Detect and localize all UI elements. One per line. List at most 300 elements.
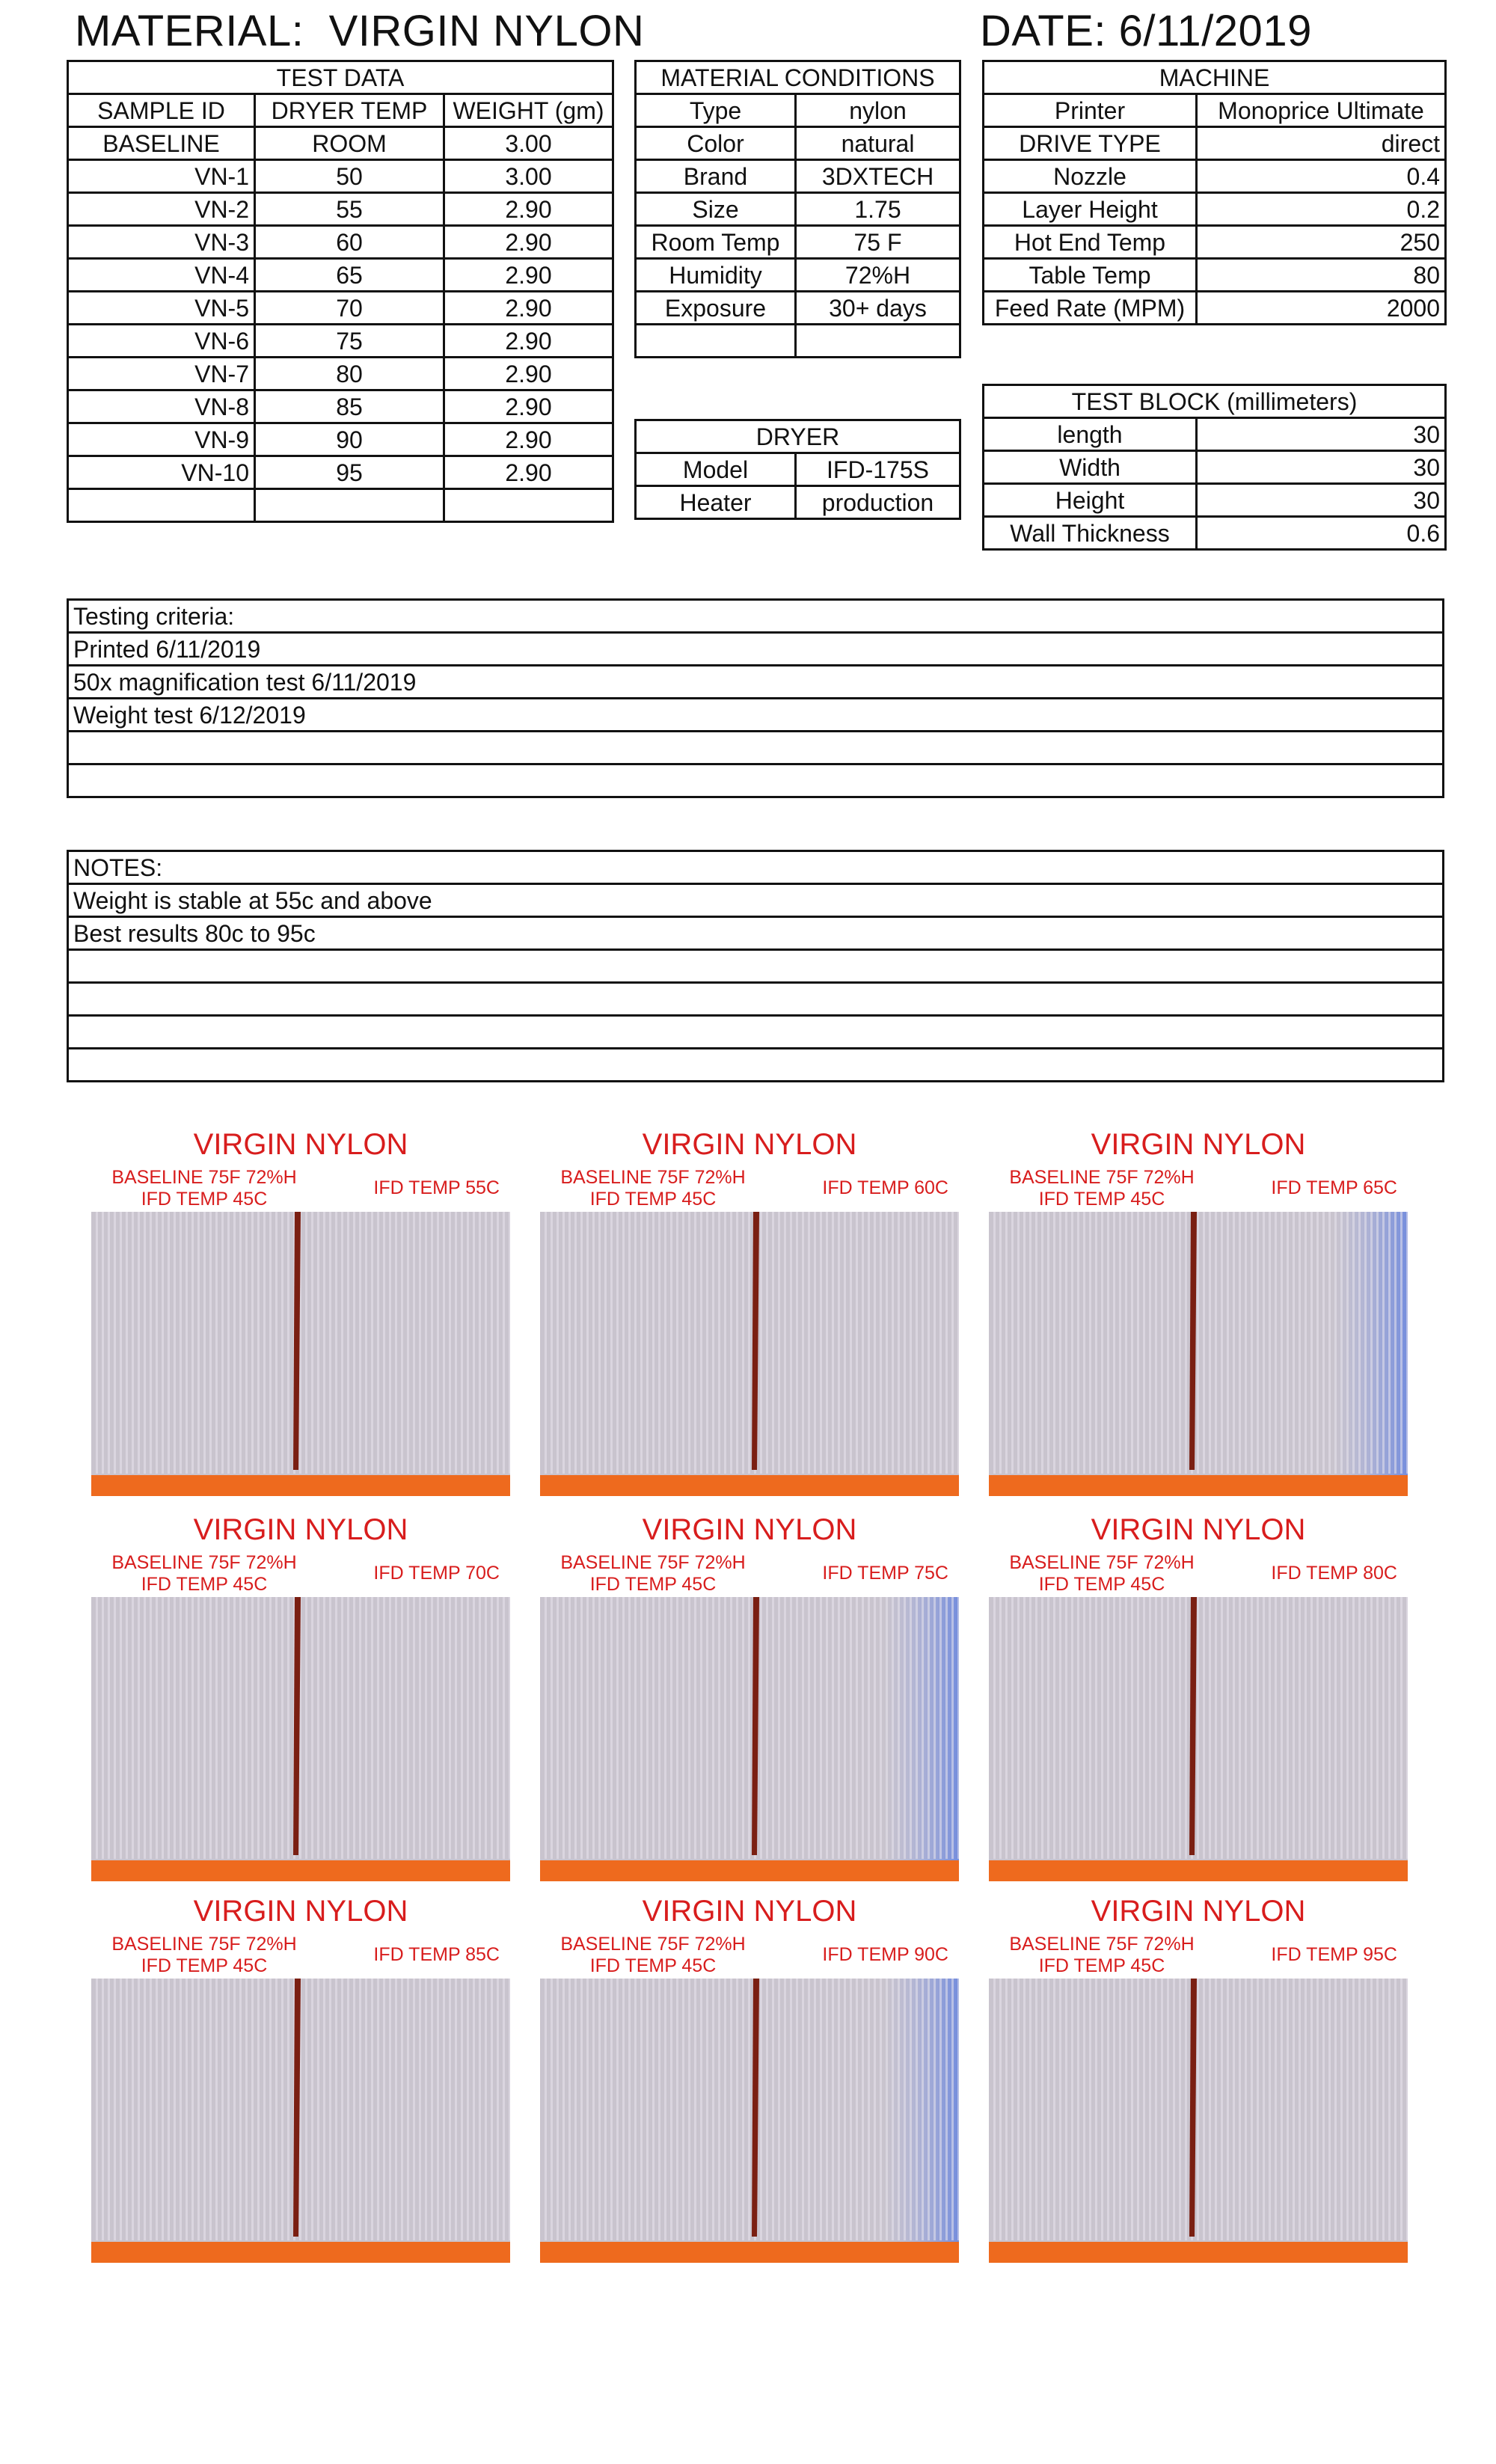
layer-line [664, 1979, 666, 2240]
layer-line [670, 1597, 672, 1859]
layer-line [892, 1979, 894, 2240]
layer-line [491, 1979, 493, 2240]
print-bed [989, 2242, 1408, 2263]
layer-line [945, 1597, 948, 1859]
layer-line [610, 1979, 613, 2240]
layer-line [939, 1597, 942, 1859]
layer-line [239, 1212, 242, 1474]
layer-line [383, 1597, 385, 1859]
layer-line [353, 1979, 355, 2240]
layer-line [1388, 1597, 1391, 1859]
layer-line [497, 1212, 499, 1474]
label-cell: Nozzle [984, 160, 1197, 193]
layer-line [1161, 1597, 1163, 1859]
layer-line [1089, 1212, 1091, 1474]
table-row [636, 259, 960, 292]
criteria-line [68, 732, 1444, 764]
weight-cell: 2.90 [444, 390, 613, 423]
layer-line [634, 1597, 637, 1859]
material-conditions-title: MATERIAL CONDITIONS [636, 61, 960, 94]
layer-line [114, 1597, 116, 1859]
layer-line [365, 1979, 367, 2240]
layer-line [335, 1597, 337, 1859]
layer-line [473, 1212, 475, 1474]
layer-line [1137, 1212, 1139, 1474]
layer-line [1209, 1979, 1211, 2240]
sample-id-cell: VN-4 [68, 259, 255, 292]
layer-line [443, 1979, 445, 2240]
layer-line [694, 1597, 696, 1859]
layer-line [1101, 1597, 1103, 1859]
layer-line [634, 1212, 637, 1474]
photo-temp-label: IFD TEMP 60C [822, 1177, 948, 1198]
layer-line [820, 1597, 822, 1859]
criteria-line: Printed 6/11/2019 [68, 633, 1444, 666]
layer-line [150, 1979, 152, 2240]
layer-line [132, 1597, 134, 1859]
layer-line [802, 1597, 804, 1859]
photo-panel [91, 1122, 510, 1496]
sample-id-cell [68, 489, 255, 522]
layer-line [730, 1212, 732, 1474]
layer-line [1245, 1212, 1247, 1474]
test-data-table [67, 60, 614, 523]
table-row [636, 325, 960, 358]
layer-line [784, 1597, 786, 1859]
table-row [68, 851, 1444, 884]
layer-line [287, 1979, 289, 2240]
print-bed [91, 1475, 510, 1496]
layer-line [682, 1212, 684, 1474]
layer-line [916, 1979, 918, 2240]
layer-line [1083, 1979, 1085, 2240]
label-cell: Model [636, 453, 796, 486]
layer-line [443, 1597, 445, 1859]
photo-baseline-line: BASELINE 75F 72%H [560, 1167, 746, 1188]
layer-line [1293, 1979, 1295, 2240]
layer-line [1382, 1212, 1385, 1474]
layer-line [120, 1212, 122, 1474]
table-row [984, 94, 1446, 127]
value-cell: 0.4 [1197, 160, 1446, 193]
layer-line [1316, 1212, 1319, 1474]
layer-line [862, 1212, 864, 1474]
layer-line [251, 1597, 254, 1859]
layer-line [796, 1597, 798, 1859]
photo-baseline-line: BASELINE 75F 72%H [560, 1934, 746, 1955]
layer-line [126, 1597, 128, 1859]
layer-line [473, 1979, 475, 2240]
value-cell: nylon [796, 94, 960, 127]
photo-baseline-label [96, 1167, 313, 1210]
weight-cell: 3.00 [444, 160, 613, 193]
weight-cell: 2.90 [444, 259, 613, 292]
table-row [636, 94, 960, 127]
layer-line [910, 1597, 912, 1859]
layer-line [263, 1597, 266, 1859]
layer-line [993, 1979, 996, 2240]
layer-line [1077, 1212, 1079, 1474]
layer-line [628, 1597, 631, 1859]
layer-line [389, 1212, 391, 1474]
layer-line [383, 1212, 385, 1474]
print-bed [540, 1860, 959, 1881]
note-line: NOTES: [68, 851, 1444, 884]
print-photo [989, 1597, 1408, 1881]
layer-line [437, 1212, 439, 1474]
layer-line [1310, 1212, 1313, 1474]
layer-line [904, 1212, 906, 1474]
layer-line [1143, 1597, 1145, 1859]
layer-line [592, 1212, 595, 1474]
layer-line [1119, 1212, 1121, 1474]
layer-line [808, 1212, 810, 1474]
layer-line [1376, 1212, 1379, 1474]
layer-line [1113, 1212, 1115, 1474]
layer-line [1011, 1979, 1014, 2240]
layer-line [180, 1979, 182, 2240]
photo-title: VIRGIN NYLON [1091, 1128, 1306, 1161]
layer-line [162, 1979, 164, 2240]
value-cell: 3DXTECH [796, 160, 960, 193]
dryer-temp-cell: 70 [255, 292, 444, 325]
dryer-temp-cell: 90 [255, 423, 444, 456]
layer-line [1299, 1212, 1301, 1474]
photo-baseline-temp: IFD TEMP 45C [141, 1189, 268, 1210]
layer-line [568, 1212, 571, 1474]
layer-line [467, 1979, 469, 2240]
layer-line [592, 1979, 595, 2240]
layer-line [269, 1597, 272, 1859]
layer-line [1251, 1212, 1253, 1474]
layer-line [389, 1979, 391, 2240]
layer-line [640, 1979, 643, 2240]
photo-baseline-label [993, 1552, 1210, 1596]
layer-line [1310, 1597, 1313, 1859]
layer-line [1053, 1597, 1055, 1859]
photo-panel [91, 1507, 510, 1881]
layer-line [497, 1979, 499, 2240]
layer-line [580, 1212, 583, 1474]
layer-line [347, 1212, 349, 1474]
layer-line [1161, 1979, 1163, 2240]
layer-line [1101, 1979, 1103, 2240]
layer-line [1149, 1212, 1151, 1474]
layer-line [951, 1979, 954, 2240]
label-cell: Color [636, 127, 796, 160]
layer-line [1107, 1979, 1109, 2240]
layer-line [682, 1597, 684, 1859]
label-cell: Hot End Temp [984, 226, 1197, 259]
layer-line [168, 1212, 170, 1474]
layer-line [132, 1979, 134, 2240]
table-row [984, 484, 1446, 517]
sample-id-cell: VN-9 [68, 423, 255, 456]
layer-line [1340, 1597, 1343, 1859]
layer-line [479, 1597, 481, 1859]
layer-line [1245, 1597, 1247, 1859]
criteria-line: Weight test 6/12/2019 [68, 699, 1444, 732]
layer-line [251, 1212, 254, 1474]
layer-line [281, 1979, 283, 2240]
layer-line [658, 1597, 660, 1859]
layer-line [197, 1597, 200, 1859]
photo-panel [540, 1889, 959, 2263]
label-cell: Room Temp [636, 226, 796, 259]
layer-line [1257, 1979, 1259, 2240]
material-title: MATERIAL: VIRGIN NYLON [75, 7, 645, 55]
layer-line [138, 1979, 140, 2240]
layer-line [820, 1212, 822, 1474]
layer-line [706, 1597, 708, 1859]
table-row [636, 226, 960, 259]
layer-line [706, 1979, 708, 2240]
print-photo [540, 1212, 959, 1496]
layer-line [999, 1597, 1002, 1859]
layer-line [1275, 1597, 1277, 1859]
layer-line [1346, 1597, 1349, 1859]
layer-line [616, 1597, 619, 1859]
label-cell [636, 325, 796, 358]
table-row [636, 486, 960, 519]
layer-line [1316, 1979, 1319, 2240]
layer-line [1364, 1212, 1367, 1474]
layer-line [1143, 1979, 1145, 2240]
layer-line [407, 1979, 409, 2240]
layer-line [341, 1979, 343, 2240]
table-row [68, 1049, 1444, 1082]
layer-line [1400, 1597, 1402, 1859]
layer-line [808, 1597, 810, 1859]
layer-line [257, 1597, 260, 1859]
weight-cell: 3.00 [444, 127, 613, 160]
layer-line [718, 1597, 720, 1859]
layer-line [1053, 1212, 1055, 1474]
table-row [68, 950, 1444, 983]
layer-line [108, 1212, 110, 1474]
layer-line [1340, 1979, 1343, 2240]
layer-line [838, 1597, 840, 1859]
layer-line [1023, 1212, 1026, 1474]
layer-line [545, 1597, 547, 1859]
layer-line [1107, 1212, 1109, 1474]
print-surface-image [91, 1212, 510, 1496]
layer-line [186, 1212, 188, 1474]
layer-line [939, 1979, 942, 2240]
table-row [984, 259, 1446, 292]
layer-line [1257, 1212, 1259, 1474]
layer-line [114, 1212, 116, 1474]
layer-line [557, 1597, 559, 1859]
layer-line [838, 1979, 840, 2240]
layer-line [1209, 1212, 1211, 1474]
test-block-title: TEST BLOCK (millimeters) [984, 385, 1446, 418]
layer-line [1155, 1597, 1157, 1859]
table-row [68, 160, 613, 193]
print-surface-image [989, 1979, 1408, 2263]
label-cell: DRIVE TYPE [984, 127, 1197, 160]
layer-line [1197, 1212, 1199, 1474]
layer-line [479, 1212, 481, 1474]
layer-line [401, 1979, 403, 2240]
layer-line [1305, 1979, 1307, 2240]
layer-line [413, 1597, 415, 1859]
layer-line [718, 1979, 720, 2240]
layer-line [616, 1979, 619, 2240]
table-row [68, 983, 1444, 1016]
sample-id-cell: VN-2 [68, 193, 255, 226]
layer-line [197, 1979, 200, 2240]
layer-line [305, 1979, 307, 2240]
layer-line [281, 1212, 283, 1474]
label-cell: Humidity [636, 259, 796, 292]
label-cell: Layer Height [984, 193, 1197, 226]
layer-line [233, 1597, 236, 1859]
layer-line [604, 1979, 607, 2240]
layer-line [766, 1979, 768, 2240]
layer-line [1029, 1597, 1031, 1859]
layer-line [96, 1597, 98, 1859]
test-block-table [982, 384, 1447, 551]
layer-line [1316, 1597, 1319, 1859]
layer-line [1400, 1979, 1402, 2240]
layer-line [545, 1212, 547, 1474]
layer-line [407, 1597, 409, 1859]
photo-baseline-temp: IFD TEMP 45C [589, 1189, 717, 1210]
photo-title: VIRGIN NYLON [642, 1513, 857, 1546]
layer-line [1305, 1212, 1307, 1474]
layer-line [323, 1979, 325, 2240]
layer-line [790, 1597, 792, 1859]
layer-line [197, 1212, 200, 1474]
layer-line [227, 1979, 230, 2240]
layer-line [545, 1979, 547, 2240]
layer-line [162, 1597, 164, 1859]
layer-line [1269, 1212, 1271, 1474]
label-cell: Wall Thickness [984, 517, 1197, 550]
layer-line [802, 1979, 804, 2240]
photo-baseline-line: BASELINE 75F 72%H [1009, 1552, 1195, 1573]
layer-line [1059, 1597, 1061, 1859]
layer-line [922, 1979, 924, 2240]
print-photo [91, 1212, 510, 1496]
layer-line [760, 1597, 762, 1859]
layer-line [156, 1979, 158, 2240]
layer-line [1394, 1212, 1397, 1474]
layer-line [1370, 1979, 1373, 2240]
layer-line [1364, 1597, 1367, 1859]
layer-line [269, 1212, 272, 1474]
label-cell: Heater [636, 486, 796, 519]
layer-line [191, 1597, 194, 1859]
dryer-temp-cell: 50 [255, 160, 444, 193]
dryer-temp-cell: ROOM [255, 127, 444, 160]
layer-line [736, 1212, 738, 1474]
layer-line [377, 1597, 379, 1859]
column-header-dryer-temp: DRYER TEMP [255, 94, 444, 127]
table-row [984, 127, 1446, 160]
layer-line [604, 1597, 607, 1859]
layer-line [263, 1212, 266, 1474]
layer-line [473, 1597, 475, 1859]
layer-line [844, 1597, 846, 1859]
layer-line [287, 1597, 289, 1859]
layer-line [814, 1212, 816, 1474]
table-row [636, 292, 960, 325]
layer-line [1328, 1979, 1331, 2240]
layer-line [1005, 1597, 1008, 1859]
layer-line [772, 1597, 774, 1859]
layer-line [323, 1597, 325, 1859]
layer-line [395, 1979, 397, 2240]
layer-line [724, 1979, 726, 2240]
layer-line [868, 1979, 870, 2240]
layer-line [1364, 1979, 1367, 2240]
layer-line [862, 1597, 864, 1859]
layer-line [760, 1212, 762, 1474]
layer-line [742, 1212, 744, 1474]
sample-id-cell: VN-6 [68, 325, 255, 358]
layer-line [1113, 1597, 1115, 1859]
layer-line [951, 1212, 954, 1474]
value-cell: natural [796, 127, 960, 160]
print-surface-image [91, 1597, 510, 1881]
layer-line [1071, 1212, 1073, 1474]
layer-line [557, 1212, 559, 1474]
photo-baseline-label [545, 1167, 761, 1210]
layer-line [287, 1212, 289, 1474]
layer-line [634, 1979, 637, 2240]
layer-line [1281, 1597, 1283, 1859]
layer-line [778, 1597, 780, 1859]
layer-line [431, 1979, 433, 2240]
print-photo [989, 1212, 1408, 1496]
photo-baseline-temp: IFD TEMP 45C [1038, 1955, 1165, 1976]
layer-line [814, 1979, 816, 2240]
layer-line [347, 1979, 349, 2240]
layer-line [622, 1597, 625, 1859]
photo-baseline-temp: IFD TEMP 45C [1038, 1189, 1165, 1210]
layer-line [485, 1212, 487, 1474]
layer-line [245, 1597, 248, 1859]
layer-line [1245, 1979, 1247, 2240]
layer-line [1322, 1597, 1325, 1859]
layer-line [886, 1212, 888, 1474]
layer-line [461, 1979, 463, 2240]
label-cell: Feed Rate (MPM) [984, 292, 1197, 325]
layer-line [1155, 1979, 1157, 2240]
date-title: DATE: 6/11/2019 [980, 7, 1312, 55]
photo-baseline-label [545, 1552, 761, 1596]
layer-line [1370, 1597, 1373, 1859]
layer-line [1071, 1597, 1073, 1859]
layer-line [748, 1979, 750, 2240]
layer-line [568, 1597, 571, 1859]
layer-line [1197, 1597, 1199, 1859]
column-header-weight: WEIGHT (gm) [444, 94, 613, 127]
layer-line [862, 1979, 864, 2240]
layer-line [1071, 1979, 1073, 2240]
label-cell: Printer [984, 94, 1197, 127]
layer-line [1035, 1597, 1037, 1859]
layer-line [132, 1212, 134, 1474]
layer-line [275, 1979, 278, 2240]
layer-line [1125, 1597, 1127, 1859]
print-surface-image [540, 1979, 959, 2263]
layer-line [586, 1979, 589, 2240]
layer-line [102, 1597, 104, 1859]
layer-line [1322, 1979, 1325, 2240]
